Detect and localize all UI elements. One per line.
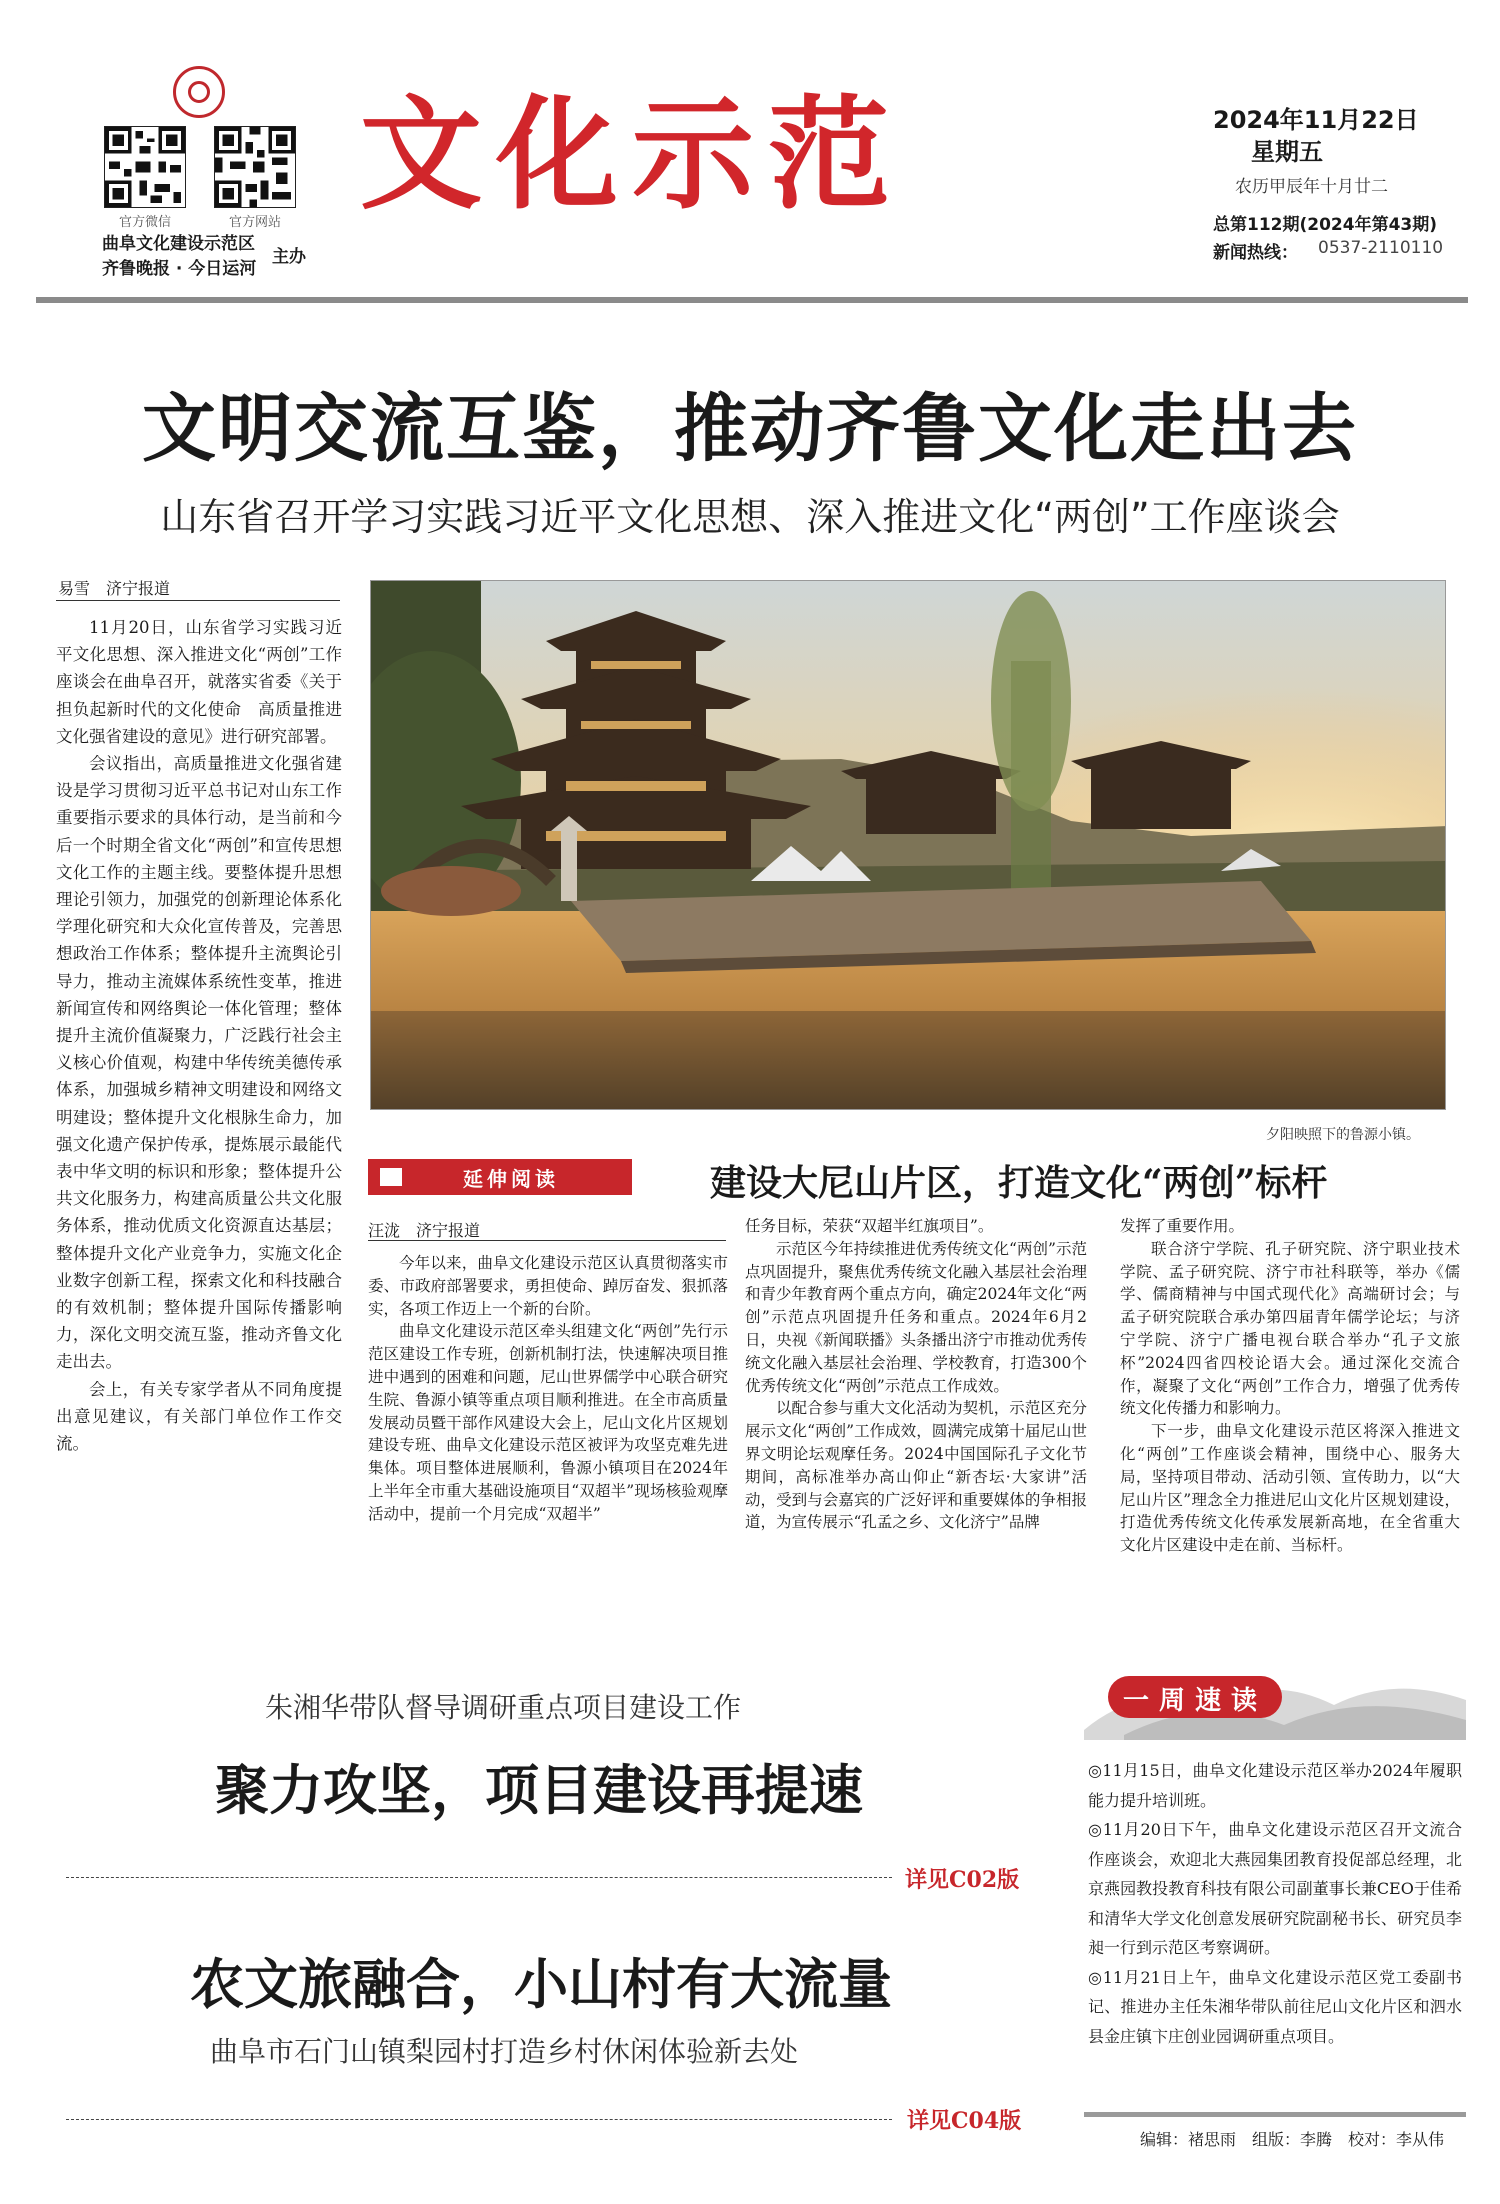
weekly-brief-badge-label: 一周速读 — [1122, 1686, 1267, 1716]
masthead-title: 文化示范 — [360, 84, 904, 226]
teaser-1-rule — [66, 1877, 892, 1878]
lead-headline: 文明交流互鉴，推动齐鲁文化走出去 — [142, 386, 1358, 472]
teaser-1-title: 聚力攻坚，项目建设再提速 — [215, 1758, 863, 1822]
teaser-2-subtitle: 曲阜市石门山镇梨园村打造乡村休闲体验新去处 — [210, 2035, 799, 2068]
issue-weekday: 星期五 — [1251, 138, 1323, 166]
sponsor-line-1: 曲阜文化建设示范区 — [102, 234, 255, 254]
website-qr-label: 官方网站 — [228, 215, 281, 230]
feature-paragraph: 示范区今年持续推进优秀传统文化“两创”示范点巩固提升，聚焦优秀传统文化融入基层社会治理和青少年教育两个重点方向，确定2024年文化“两创”示范点巩固提升任务和重点。2024年6月2日，央视《新闻联播》头条播出济宁市推动优秀传统文化融入基层社会治理、学校教育，打造300个优秀传统文化“两创”示范点工作成效。 — [745, 1239, 1087, 1395]
weekly-brief-item: ◎11月21日上午，曲阜文化建设示范区党工委副书记、推进办主任朱湘华带队前往尼山文化片区和泗水县金庄镇卞庄创业园调研重点项目。 — [1088, 1967, 1462, 2046]
weekly-brief-item: ◎11月20日下午，曲阜文化建设示范区召开文流合作座谈会，欢迎北大燕园集团教育投促部总经理，北京燕园教投教育科技有限公司副董事长兼CEO于佳希和清华大学文化创意发展研究院副秘书长、研究员李昶一行到示范区考察调研。 — [1088, 1820, 1462, 1957]
lead-article-body — [56, 614, 342, 1457]
lead-paragraph: 会议指出，高质量推进文化强省建设是学习贯彻习近平总书记对山东工作重要指示要求的具体行动，是当前和今后一个时期全省文化“两创”和宣传思想文化工作的主题主线。要整体提升思想理论引领力，加强党的创新理论体系化学理化研究和大众化宣传普及，完善思想政治工作体系；整体提升主流舆论引导力，推动主流媒体系统性变革，推进新闻宣传和网络舆论一体化管理；整体提升主流价值凝聚力，广泛践行社会主义核心价值观，构建中华传统美德传承体系，加强城乡精神文明建设和网络文明建设；整体提升文化根脉生命力，加强文化遗产保护传承，提炼展示最能代表中华文明的标识和形象；整体提升公共文化服务力，构建高质量公共文化服务体系，推动优质文化资源直达基层；整体提升文化产业竞争力，实施文化企业数字创新工程，探索文化和科技融合的有效机制；整体提升国际传播影响力，深化文明交流互鉴，推动齐鲁文化走出去。 — [56, 754, 342, 1372]
feature-paragraph: 以配合参与重大文化活动为契机，示范区充分展示文化“两创”工作成效，圆满完成第十届尼山世界文明论坛观摩任务。2024中国国际孔子文化节期间，高标准举办高山仰止“新杏坛·大家讲”活动，受到与会嘉宾的广泛好评和重要媒体的争相报道，为宣传展示“孔孟之乡、文化济宁”品牌 — [745, 1399, 1087, 1532]
footer-divider — [1084, 2112, 1466, 2117]
teaser-1-see-more-link[interactable]: 详见C02版 — [905, 1867, 1020, 1893]
feature-paragraph: 联合济宁学院、孔子研究院、济宁职业技术学院、孟子研究院、济宁市社科联等，举办《儒学、儒商精神与中国式现代化》高端研讨会；与孟子研究院联合承办第四届青年儒学论坛；与济宁学院、济宁广播电视台联合举办“孔子文旅杯”2024四省四校论语大会。通过深化交流合作，凝聚了文化“两创”工作合力，增强了优秀传统文化传播力和影响力。 — [1120, 1239, 1460, 1418]
weekly-brief-badge — [1108, 1676, 1282, 1718]
feature-paragraph: 今年以来，曲阜文化建设示范区认真贯彻落实市委、市政府部署要求，勇担使命、踔厉奋发、狠抓落实，各项工作迈上一个新的台阶。 — [368, 1254, 728, 1318]
feature-column-1 — [368, 1252, 728, 1526]
wechat-qr-code-icon[interactable] — [104, 126, 186, 208]
tag-label: 延伸阅读 — [463, 1167, 559, 1191]
sponsor-emblem-icon — [173, 66, 225, 118]
feature-paragraph: 发挥了重要作用。 — [1120, 1217, 1245, 1235]
teaser-1-subtitle: 朱湘华带队督导调研重点项目建设工作 — [265, 1691, 742, 1724]
teaser-2-see-more-link[interactable]: 详见C04版 — [907, 2108, 1022, 2134]
photo-caption: 夕阳映照下的鲁源小镇。 — [1266, 1127, 1420, 1143]
extended-reading-tag — [368, 1159, 632, 1195]
lead-paragraph: 11月20日，山东省学习实践习近平文化思想、深入推进文化“两创”工作座谈会在曲阜召开，就落实省委《关于担负起新时代的文化使命 高质量推进文化强省建设的意见》进行研究部署。 — [56, 618, 342, 746]
lead-photo — [370, 580, 1446, 1110]
feature-column-3 — [1120, 1215, 1460, 1557]
tag-square-icon — [380, 1168, 402, 1186]
feature-paragraph: 曲阜文化建设示范区牵头组建文化“两创”先行示范区建设工作专班，创新机制打法，快速解决项目推进中遇到的困难和问题，尼山世界儒学中心联合研究生院、鲁源小镇等重点项目顺利推进。在全市高质量发展动员暨干部作风建设大会上，尼山文化片区规划建设专班、曲阜文化建设示范区被评为攻坚克难先进集体。项目整体进展顺利，鲁源小镇项目在2024年上半年全市重大基础设施项目“双超半”现场核验观摩活动中，提前一个月完成“双超半” — [368, 1322, 728, 1523]
lead-subheadline: 山东省召开学习实践习近平文化思想、深入推进文化“两创”工作座谈会 — [160, 495, 1340, 539]
issue-date: 2024年11月22日 — [1213, 106, 1419, 134]
feature-column-2 — [745, 1215, 1087, 1534]
teaser-2-title: 农文旅融合，小山村有大流量 — [190, 1952, 892, 2016]
lead-byline: 易雪 济宁报道 — [58, 579, 171, 598]
masthead-divider — [36, 297, 1468, 303]
editor-credits: 编辑：褚思雨 组版：李腾 校对：李从伟 — [1140, 2130, 1445, 2149]
weekly-brief-list — [1088, 1756, 1462, 2051]
wechat-qr-label: 官方微信 — [118, 215, 171, 230]
lead-paragraph: 会上，有关专家学者从不同角度提出意见建议，有关部门单位作工作交流。 — [56, 1379, 342, 1454]
feature-title: 建设大尼山片区，打造文化“两创”标杆 — [710, 1162, 1328, 1204]
website-qr-code-icon[interactable] — [214, 126, 296, 208]
sponsor-line-2: 齐鲁晚报 · 今日运河 — [102, 259, 257, 279]
lunar-date: 农历甲辰年十月廿二 — [1235, 177, 1388, 197]
weekly-brief-item: ◎11月15日，曲阜文化建设示范区举办2024年履职能力提升培训班。 — [1088, 1761, 1462, 1810]
feature-paragraph: 任务目标，荣获“双超半红旗项目”。 — [745, 1217, 994, 1235]
teaser-2-rule — [66, 2119, 892, 2120]
byline-rule — [56, 600, 340, 601]
hotline-label: 新闻热线： — [1213, 243, 1298, 263]
feature-paragraph: 下一步，曲阜文化建设示范区将深入推进文化“两创”工作座谈会精神，围绕中心、服务大局，坚持项目带动、活动引领、宣传助力，以“大尼山片区”理念全力推进尼山文化片区规划建设，打造优秀传统文化传承发展新高地，在全省重大文化片区建设中走在前、当标杆。 — [1120, 1422, 1460, 1555]
sponsor-role: 主办 — [272, 247, 306, 267]
feature-byline: 汪泷 济宁报道 — [368, 1221, 481, 1240]
issue-number: 总第112期(2024年第43期) — [1213, 215, 1437, 235]
feature-byline-rule — [368, 1240, 726, 1241]
hotline-number: 0537-2110110 — [1318, 238, 1444, 258]
